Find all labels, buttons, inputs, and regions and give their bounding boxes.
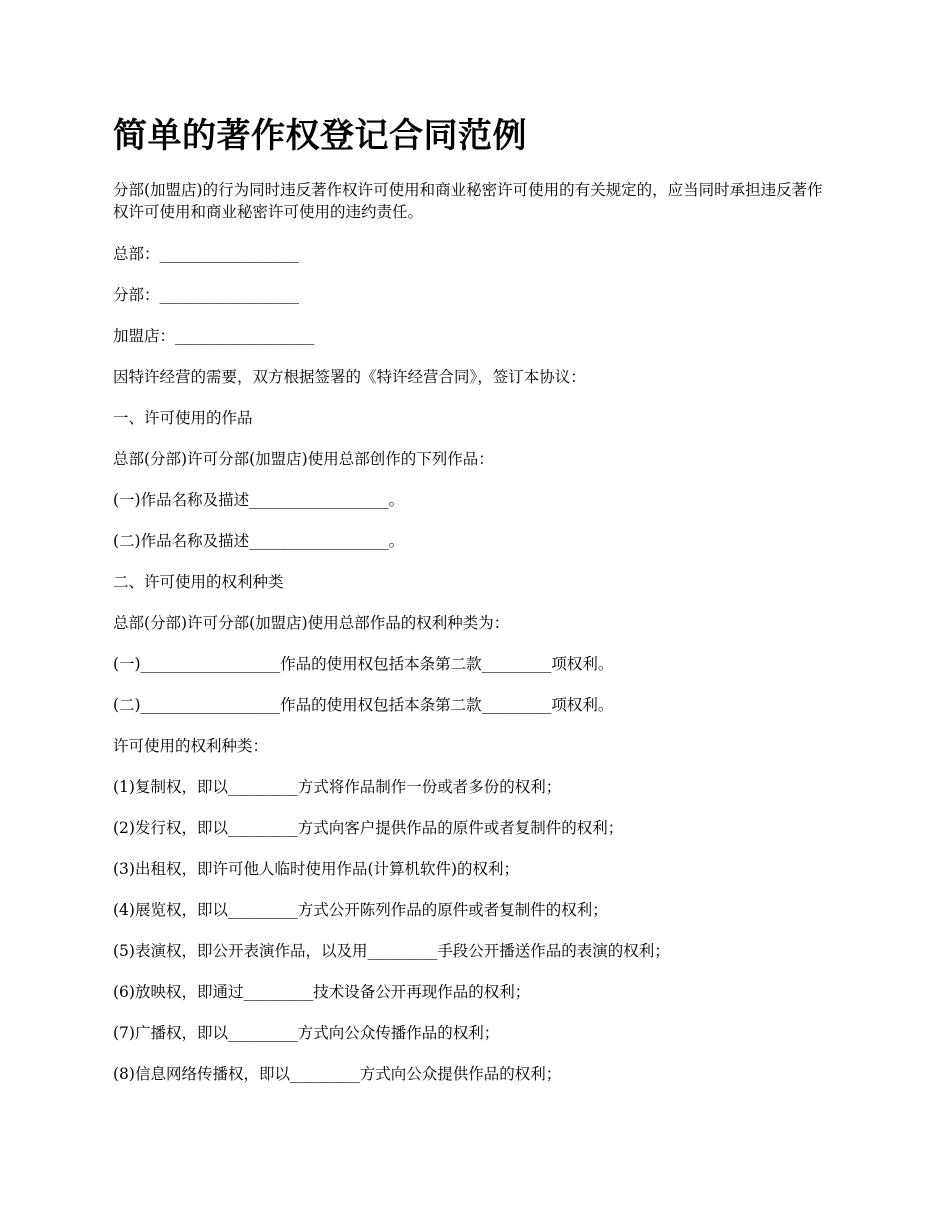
right-broadcast: (7)广播权，即以_________方式向公众传播作品的权利；: [113, 1024, 500, 1042]
headquarters-field: 总部：__________________: [113, 245, 300, 263]
document-body: [113, 113, 837, 1085]
rights-item-2: (二)__________________作品的使用权包括本条第二款_________项权利。: [113, 696, 614, 714]
work-item-1: (一)作品名称及描述__________________。: [113, 491, 405, 509]
branch-field: 分部：__________________: [113, 286, 300, 304]
preamble-paragraph: 因特许经营的需要，双方根据签署的《特许经营合同》，签订本协议：: [113, 368, 586, 386]
rights-item-1: (一)__________________作品的使用权包括本条第二款_________项权利。: [113, 655, 614, 673]
section-heading-works: 一、许可使用的作品: [113, 409, 253, 427]
rights-statement: 总部(分部)许可分部(加盟店)使用总部作品的权利种类为：: [113, 614, 510, 632]
right-exhibition: (4)展览权，即以_________方式公开陈列作品的原件或者复制件的权利；: [113, 901, 608, 919]
work-item-2: (二)作品名称及描述__________________。: [113, 532, 405, 550]
works-statement: 总部(分部)许可分部(加盟店)使用总部创作的下列作品：: [113, 450, 494, 468]
rights-types-heading: 许可使用的权利种类：: [113, 737, 269, 755]
right-projection: (6)放映权，即通过_________技术设备公开再现作品的权利；: [113, 983, 531, 1001]
right-rental: (3)出租权，即许可他人临时使用作品(计算机软件)的权利；: [113, 860, 520, 878]
right-network-dissemination: (8)信息网络传播权，即以_________方式向公众提供作品的权利；: [113, 1065, 562, 1083]
right-reproduction: (1)复制权，即以_________方式将作品制作一份或者多份的权利；: [113, 778, 562, 796]
franchisee-field: 加盟店：__________________: [113, 327, 315, 345]
section-heading-rights: 二、许可使用的权利种类: [113, 573, 284, 591]
intro-paragraph: 分部(加盟店)的行为同时违反著作权许可使用和商业秘密许可使用的有关规定的，应当同时承担违反著作权许可使用和商业秘密许可使用的违约责任。: [113, 181, 823, 221]
right-distribution: (2)发行权，即以_________方式向客户提供作品的原件或者复制件的权利；: [113, 819, 624, 837]
document-title: 简单的著作权登记合同范例: [113, 116, 527, 156]
right-performance: (5)表演权，即公开表演作品，以及用_________手段公开播送作品的表演的权利；: [113, 942, 670, 960]
